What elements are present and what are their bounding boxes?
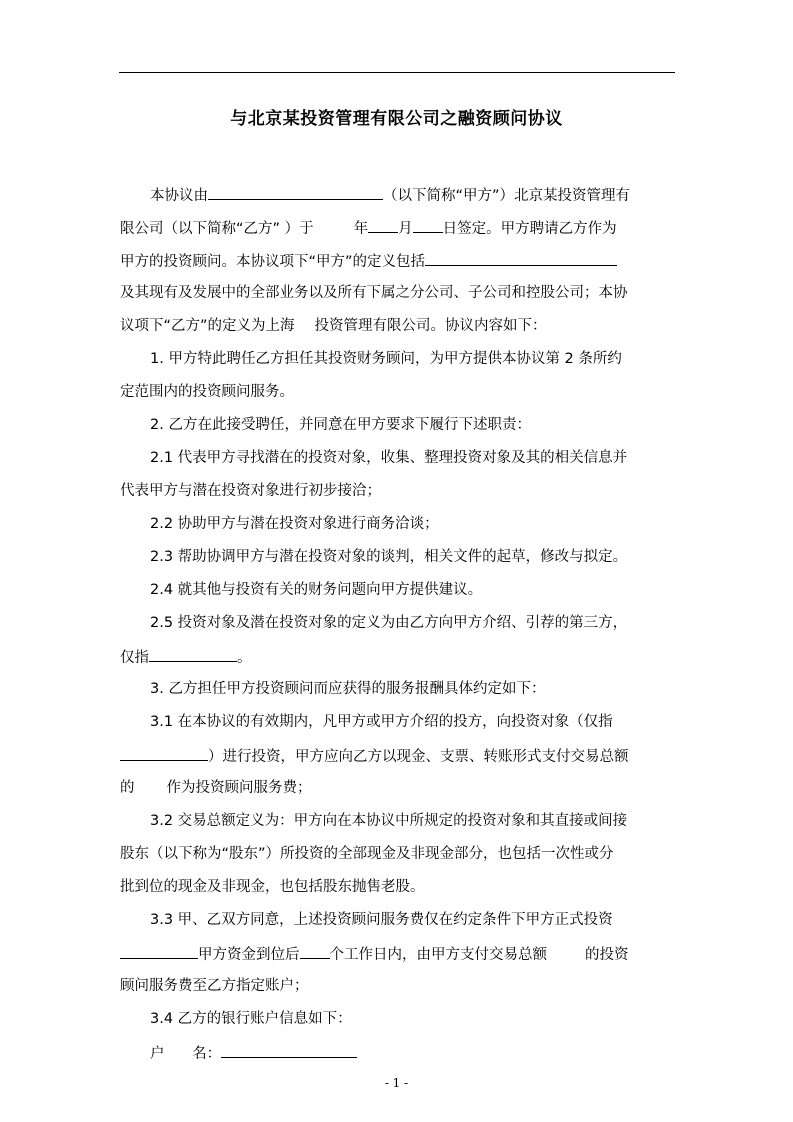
intro-text: 月: [398, 221, 413, 237]
clause-3-2-line-3: 批到位的现金及非现金，也包括股东抛售老股。: [120, 879, 425, 895]
account-name-label: 户 名：: [150, 1046, 222, 1062]
month-blank[interactable]: [368, 217, 398, 233]
header-rule: [119, 72, 675, 73]
clause-text: 个工作日内，由甲方支付交易总额: [329, 947, 547, 963]
clause-2-5-line-1: 2.5 投资对象及潜在投资对象的定义为由乙方向甲方介绍、引荐的第三方，: [150, 615, 628, 631]
party-a-name-blank[interactable]: [208, 184, 383, 200]
clause-1-line-1: 1. 甲方特此聘任乙方担任其投资财务顾问，为甲方提供本协议第 2 条所约: [150, 351, 622, 367]
day-blank[interactable]: [413, 217, 443, 233]
intro-text: 年: [353, 221, 369, 237]
clause-text: 的投资: [585, 947, 629, 963]
page-number: - 1 -: [384, 1076, 409, 1090]
clause-2: 2. 乙方在此接受聘任，并同意在甲方要求下履行下述职责：: [150, 417, 531, 433]
clause-2-1-line-2: 代表甲方与潜在投资对象进行初步接洽；: [120, 483, 381, 499]
clause-3-2-line-1: 3.2 交易总额定义为：甲方向在本协议中所规定的投资对象和其直接或间接: [150, 813, 628, 829]
clause-2-4: 2.4 就其他与投资有关的财务问题向甲方提供建议。: [150, 582, 483, 598]
intro-text: （以下简称“甲方”）北京某投资管理有: [383, 188, 631, 204]
working-days-blank[interactable]: [300, 943, 330, 959]
intro-text: 本协议由: [150, 188, 208, 204]
clause-3: 3. 乙方担任甲方投资顾问而应获得的服务报酬具体约定如下：: [150, 681, 546, 697]
clause-text: ）进行投资，甲方应向乙方以现金、支票、转账形式支付交易总额: [208, 749, 629, 765]
intro-line-2: [120, 217, 680, 239]
intro-line-5: [120, 316, 680, 336]
intro-text: 甲方的投资顾问。本协议项下“甲方”的定义包括: [120, 254, 426, 270]
intro-line-3: [120, 250, 680, 272]
document-title: 与北京某投资管理有限公司之融资顾问协议: [230, 109, 563, 129]
clause-2-1-line-1: 2.1 代表甲方寻找潜在的投资对象，收集、整理投资对象及其的相关信息并: [150, 450, 628, 466]
clause-text: 的: [120, 780, 135, 796]
clause-3-3-line-3: 顾问服务费至乙方指定账户；: [120, 978, 309, 994]
clause-text: 仅指: [120, 650, 149, 666]
intro-text: 限公司（以下简称“乙方” ）于: [120, 221, 314, 237]
intro-text: 日签定。甲方聘请乙方作为: [442, 221, 617, 237]
investment-target-blank[interactable]: [149, 646, 237, 662]
clause-2-2: 2.2 协助甲方与潜在投资对象进行商务洽谈；: [150, 516, 439, 532]
clause-3-1-line-3: [120, 778, 680, 798]
account-name-blank[interactable]: [221, 1042, 357, 1058]
clause-3-4: 3.4 乙方的银行账户信息如下：: [150, 1011, 352, 1027]
clause-3-1-line-2: [120, 745, 680, 767]
clause-3-1-line-1: 3.1 在本协议的有效期内，凡甲方或甲方介绍的投方，向投资对象（仅指: [150, 714, 613, 730]
clause-text: 甲方资金到位后: [198, 947, 300, 963]
account-name-line: [150, 1042, 710, 1064]
clause-3-2-line-2: 股东（以下称为“股东”）所投资的全部现金及非现金部分，也包括一次性或分: [120, 846, 614, 862]
clause-3-3-line-1: 3.3 甲、乙双方同意，上述投资顾问服务费仅在约定条件下甲方正式投资: [150, 912, 613, 928]
intro-line-1: [120, 184, 680, 206]
investment-target-blank-2[interactable]: [120, 745, 208, 761]
clause-text: 。: [237, 650, 252, 666]
clause-2-5-line-2: [120, 646, 680, 668]
clause-1-line-2: 定范围内的投资顾问服务。: [120, 384, 294, 400]
clause-2-3: 2.3 帮助协调甲方与潜在投资对象的谈判，相关文件的起草，修改与拟定。: [150, 549, 628, 565]
clause-text: 作为投资顾问服务费；: [166, 780, 312, 796]
intro-text: 投资管理有限公司。协议内容如下：: [314, 318, 547, 334]
intro-text: 议项下“乙方”的定义为上海: [120, 318, 295, 334]
investment-condition-blank[interactable]: [120, 943, 198, 959]
clause-3-3-line-2: [120, 943, 680, 965]
intro-line-4: 及其现有及发展中的全部业务以及所有下属之分公司、子公司和控股公司；本协: [120, 285, 628, 301]
party-a-definition-blank[interactable]: [425, 250, 617, 266]
